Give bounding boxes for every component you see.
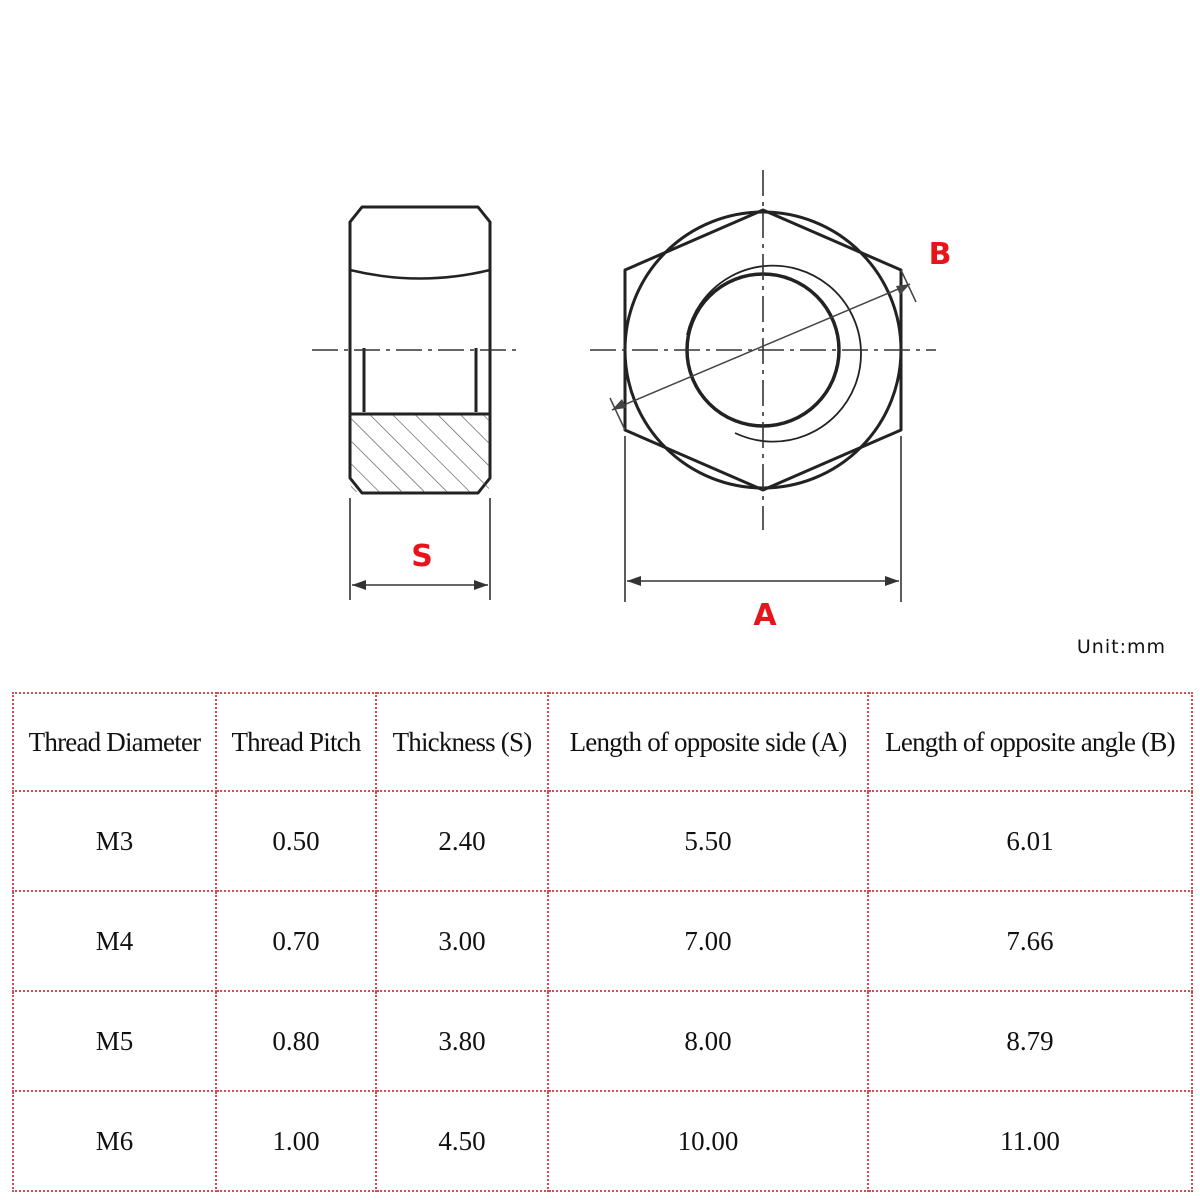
cell-thread-diameter: M4: [13, 891, 216, 991]
table-header-row: [13, 693, 1192, 791]
cell-opposite-side: 10.00: [548, 1091, 868, 1191]
cell-thread-diameter: M3: [13, 791, 216, 891]
cell-thickness: 3.80: [376, 991, 548, 1091]
cell-opposite-side: 7.00: [548, 891, 868, 991]
table-row: [13, 1091, 1192, 1191]
header-thread-diameter: Thread Diameter: [13, 693, 216, 791]
cell-thread-diameter: M6: [13, 1091, 216, 1191]
unit-label: Unit:mm: [1076, 636, 1166, 658]
label-a: A: [753, 598, 777, 633]
table-row: [13, 991, 1192, 1091]
cell-thread-pitch: 0.80: [216, 991, 376, 1091]
header-thread-pitch: Thread Pitch: [216, 693, 376, 791]
cell-thickness: 3.00: [376, 891, 548, 991]
cell-opposite-angle: 6.01: [868, 791, 1192, 891]
label-s: S: [411, 539, 433, 574]
cell-thread-diameter: M5: [13, 991, 216, 1091]
cell-opposite-side: 8.00: [548, 991, 868, 1091]
cell-thread-pitch: 0.50: [216, 791, 376, 891]
table-row: [13, 791, 1192, 891]
header-opposite-side: Length of opposite side (A): [548, 693, 868, 791]
label-b: B: [928, 237, 952, 272]
spec-table: [12, 692, 1193, 1192]
cell-opposite-angle: 7.66: [868, 891, 1192, 991]
cell-thickness: 2.40: [376, 791, 548, 891]
cell-thread-pitch: 0.70: [216, 891, 376, 991]
cell-opposite-angle: 8.79: [868, 991, 1192, 1091]
cell-opposite-angle: 11.00: [868, 1091, 1192, 1191]
cell-opposite-side: 5.50: [548, 791, 868, 891]
header-opposite-angle: Length of opposite angle (B): [868, 693, 1192, 791]
cell-thread-pitch: 1.00: [216, 1091, 376, 1191]
cell-thickness: 4.50: [376, 1091, 548, 1191]
header-thickness: Thickness (S): [376, 693, 548, 791]
table-row: [13, 891, 1192, 991]
